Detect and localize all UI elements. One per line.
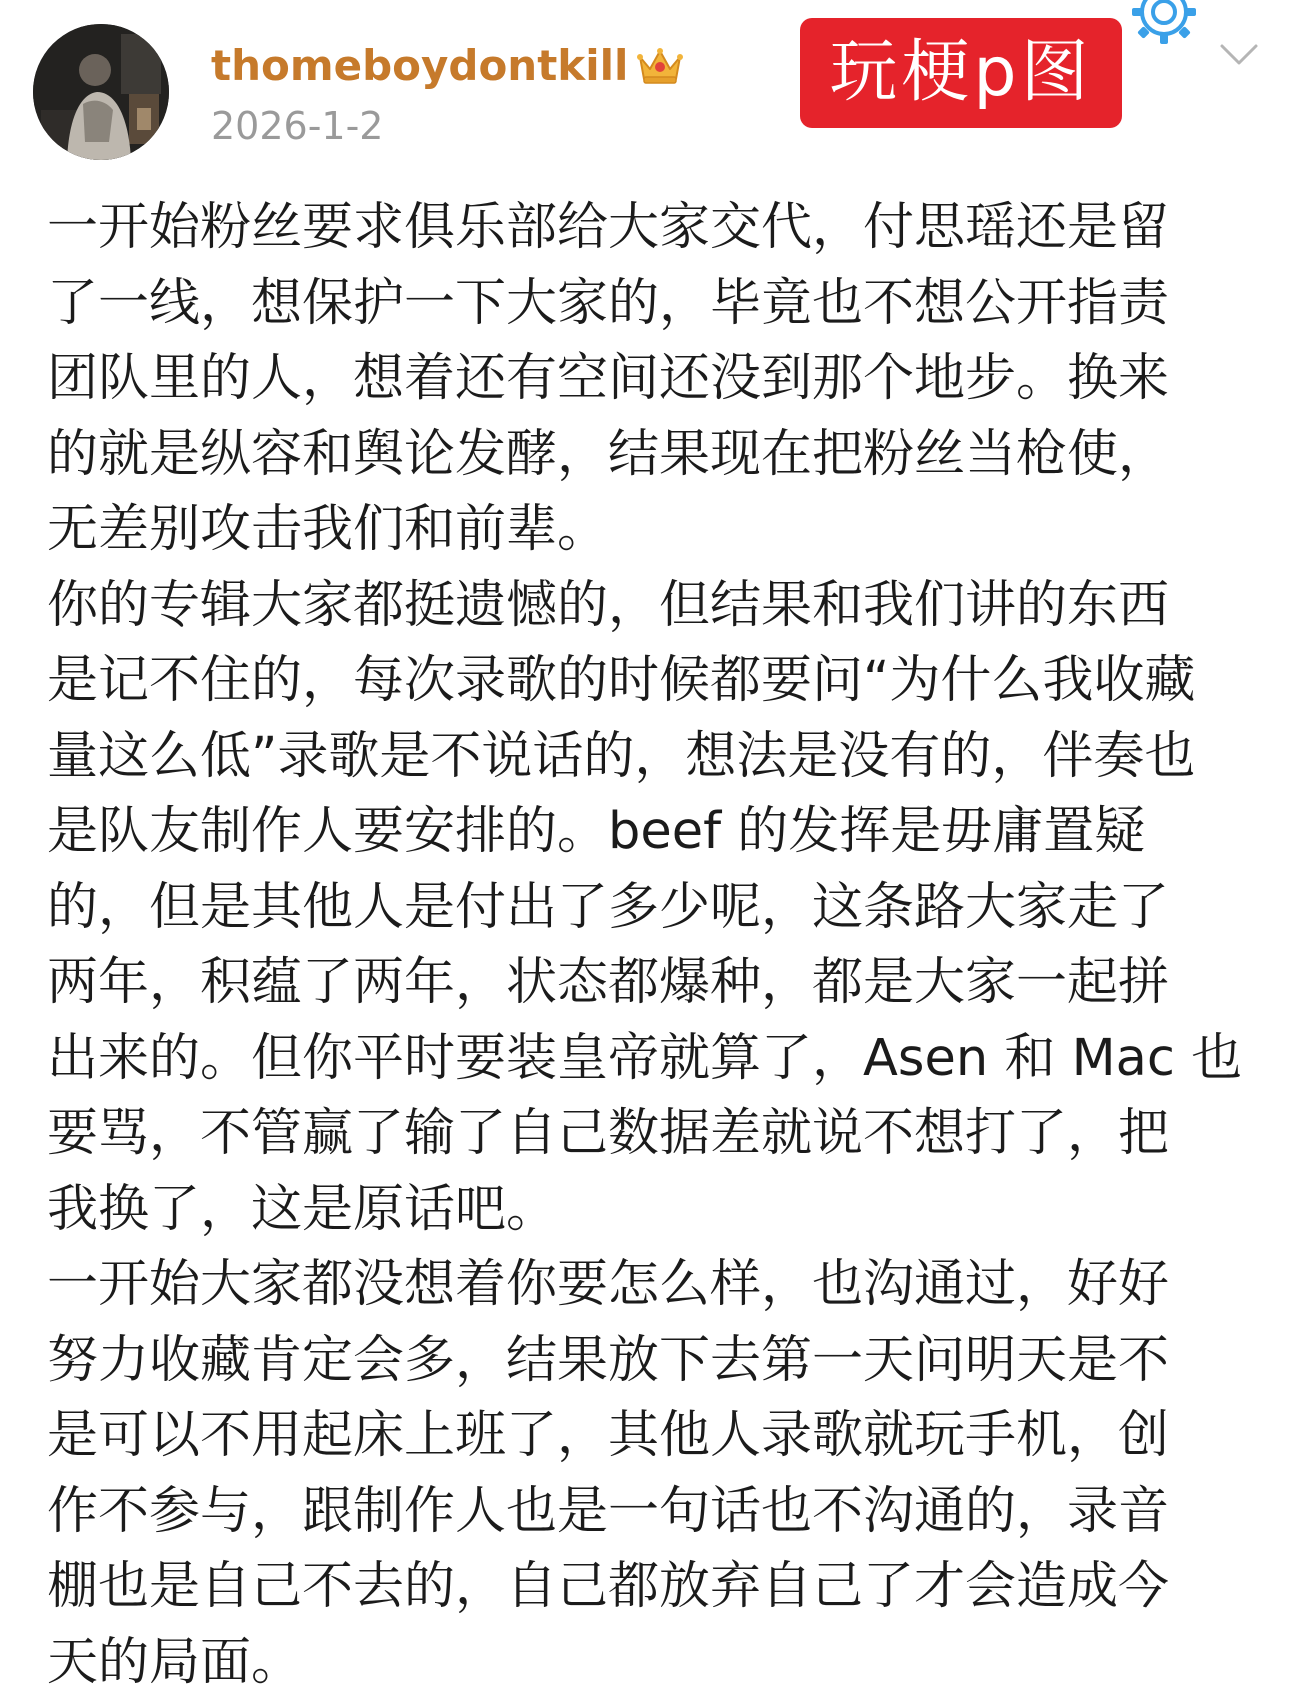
author-username[interactable]: thomeboydontkill [211,41,628,90]
post-text-line: 出来的。但你平时要装皇帝就算了，Asen 和 Mac 也 [47,1021,1283,1097]
post-text-line: 努力收藏肯定会多，结果放下去第一天问明天是不 [47,1323,1283,1399]
post-text-line: 量这么低”录歌是不说话的，想法是没有的，伴奏也 [47,719,1283,795]
chevron-down-icon[interactable] [1219,42,1259,68]
post-text-line: 了一线，想保护一下大家的，毕竟也不想公开指责 [47,266,1283,342]
post-text-line: 的就是纵容和舆论发酵，结果现在把粉丝当枪使， [47,417,1283,493]
gear-icon[interactable] [1126,0,1202,50]
crown-icon [636,43,684,87]
meme-tag-badge: 玩梗p图 [800,18,1122,128]
post-text-line: 是队友制作人要安排的。beef 的发挥是毋庸置疑 [47,794,1283,870]
post-text-line: 无差别攻击我们和前辈。 [47,492,1283,568]
post-text-line: 两年，积蕴了两年，状态都爆种，都是大家一起拼 [47,945,1283,1021]
post-text-line: 我换了，这是原话吧。 [47,1172,1283,1248]
post-text-line: 要骂，不管赢了输了自己数据差就说不想打了，把 [47,1096,1283,1172]
post-text-line: 团队里的人，想着还有空间还没到那个地步。换来 [47,341,1283,417]
post-text-line: 一开始粉丝要求俱乐部给大家交代，付思瑶还是留 [47,190,1283,266]
post-text-line: 是可以不用起床上班了，其他人录歌就玩手机，创 [47,1398,1283,1474]
post-text-line: 棚也是自己不去的，自己都放弃自己了才会造成今 [47,1549,1283,1625]
author-row [211,36,684,94]
post-text-line: 作不参与，跟制作人也是一句话也不沟通的，录音 [47,1474,1283,1550]
post-text-line: 的，但是其他人是付出了多少呢，这条路大家走了 [47,870,1283,946]
post-body [47,190,1283,1700]
post-text-line: 一开始大家都没想着你要怎么样，也沟通过，好好 [47,1247,1283,1323]
post-date: 2026-1-2 [211,104,383,148]
post-text-line: 天的局面。 [47,1625,1283,1700]
post-text-line: 是记不住的，每次录歌的时候都要问“为什么我收藏 [47,643,1283,719]
avatar-photo [33,24,169,160]
post-text-line: 你的专辑大家都挺遗憾的，但结果和我们讲的东西 [47,568,1283,644]
avatar[interactable] [33,24,169,160]
